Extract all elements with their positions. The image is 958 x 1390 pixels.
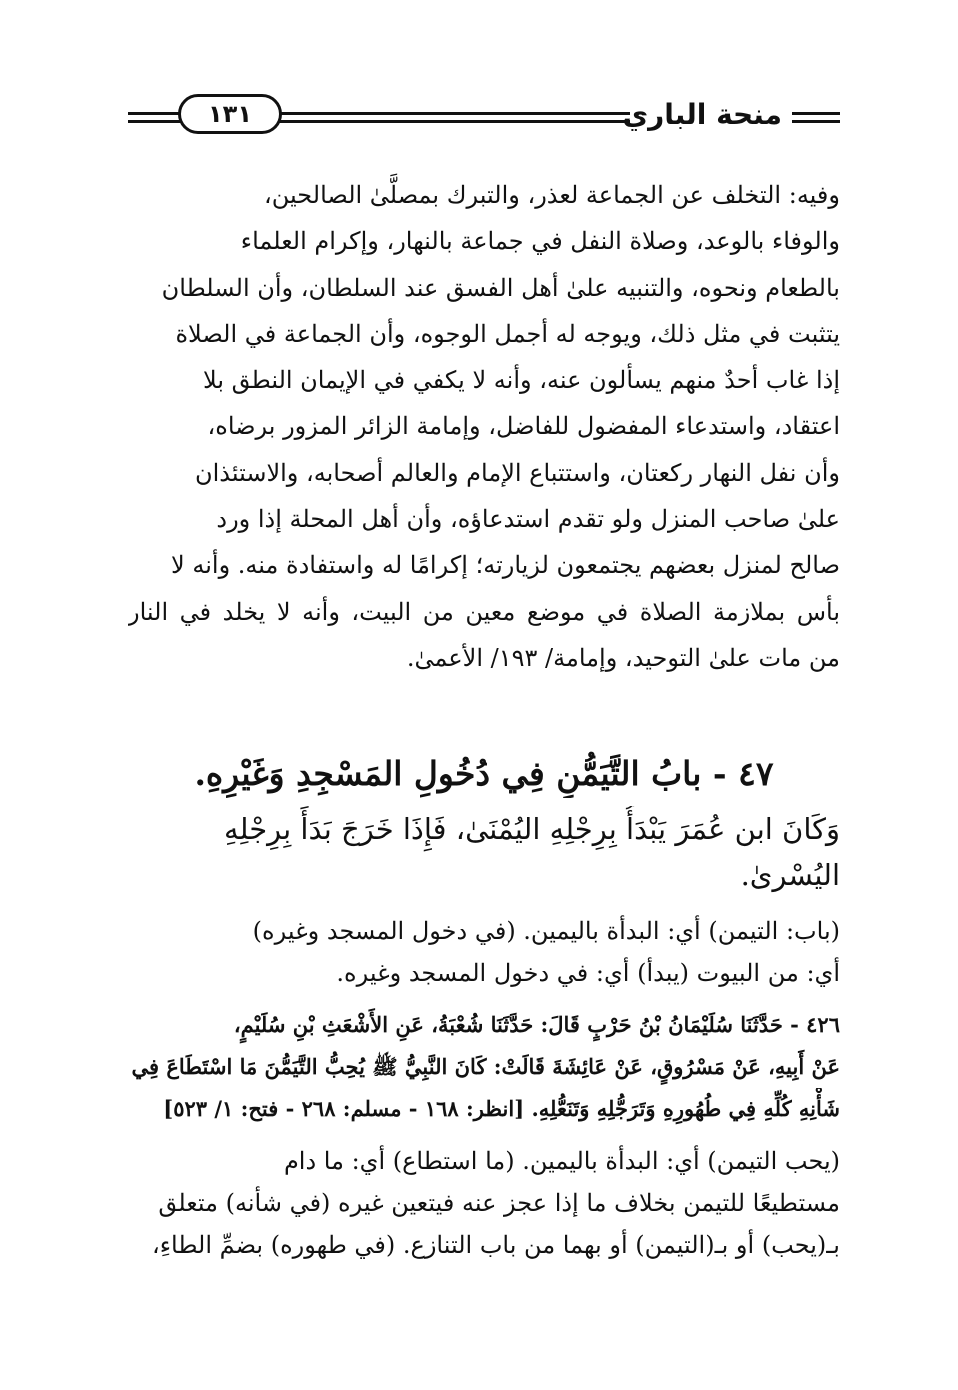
athar-line: وَكَانَ ابن عُمَرَ يَبْدَأُ بِرِجْلِهِ اليُمْنَىٰ، فَإِذَا خَرَجَ بَدَأَ بِرِجْلِهِ — [224, 812, 840, 846]
header-rule-middle-top — [278, 112, 630, 115]
hadith-line: ٤٢٦ - حَدَّثَنَا سُلَيْمَانُ بْنُ حَرْبٍ قَالَ: حَدَّثَنَا شُعْبَةُ، عَنِ الأَشْعَثِ بْنِ سُلَيْمٍ، — [233, 1012, 840, 1037]
hadith-line: شَأْنِهِ كُلِّهِ فِي طُهُورِهِ وَتَرَجُّلِهِ وَتَنَعُّلِهِ. [انظر: ١٦٨ - مسلم: ٢٦٨ - فتح: ١/ ٥٢٣] — [163, 1096, 840, 1121]
chapter-heading-block — [128, 750, 840, 798]
chapter-heading: ٤٧ - بابُ التَّيَمُّنِ فِي دُخُولِ المَسْجِدِ وَغَيْرِهِ. — [194, 754, 774, 793]
text-line: بأس بملازمة الصلاة في موضع معين من البيت، وأنه لا يخلد في النار — [128, 597, 840, 626]
text-line: اعتقاد، واستدعاء المفضول للفاضل، وإمامة الزائر المزور برضاه، — [207, 412, 840, 441]
text-line: وأن نفل النهار ركعتان، واستتباع الإمام والعالم أصحابه، والاستئذان — [194, 458, 840, 487]
book-title: منحة الباري — [622, 98, 782, 131]
commentary-block-1 — [128, 910, 840, 994]
commentary-line: بـ(يحب) أو بـ(التيمن) أو بهما من باب التنازع. (في طهوره) بضمِّ الطاءِ، — [151, 1231, 840, 1259]
header-rule-middle-bottom — [278, 120, 630, 123]
text-line-last: من مات علىٰ التوحيد، وإمامة/ ١٩٣/ الأعمىٰ. — [406, 643, 840, 672]
text-line: يتثبت في مثل ذلك، ويوجه له أجمل الوجوه، وأن الجماعة في الصلاة — [175, 319, 840, 348]
header-rule-left-bottom — [128, 120, 182, 123]
commentary-line: (باب: التيمن) أي: البدأة باليمين. (في دخول المسجد وغيره) — [252, 917, 840, 945]
text-line: بالطعام ونحوه، والتنبيه علىٰ أهل الفسق عند السلطان، وأن السلطان — [161, 273, 840, 302]
commentary-line: أي: من البيوت (يبدأ) أي: في دخول المسجد وغيره. — [336, 959, 840, 987]
text-line: إذا غاب أحدٌ منهم يسألون عنه، وأنه لا يكفي في الإيمان النطق بلا — [203, 366, 840, 395]
header-rule-right-top — [792, 112, 840, 115]
page-header — [128, 92, 840, 148]
hadith-block — [128, 1004, 840, 1130]
commentary-block-2 — [128, 1140, 840, 1266]
athar-line-last: اليُسْرىٰ. — [740, 858, 840, 892]
text-line: صالح لمنزل بعضهم يجتمعون لزيارته؛ إكرامًا له واستفادة منه. وأنه لا — [171, 551, 840, 580]
athar-block — [128, 806, 840, 898]
text-line: والوفاء بالوعد، وصلاة النفل في جماعة بالنهار، وإكرام العلماء — [240, 227, 840, 256]
header-rule-left-top — [128, 112, 182, 115]
commentary-line: (يحب التيمن) أي: البدأة باليمين. (ما استطاع) أي: ما دام — [283, 1147, 840, 1175]
intro-paragraph — [128, 172, 840, 681]
page-number-badge: ١٣١ — [178, 94, 282, 134]
hadith-line: عَنْ أَبِيهِ، عَنْ مَسْرُوقٍ، عَنْ عَائِشَةَ قَالَتْ: كَانَ النَّبِيُّ ﷺ يُحِبُّ التَّيَمُّنَ مَا اسْتَطَاعَ فِي — [131, 1054, 840, 1079]
commentary-line: مستطيعًا للتيمن بخلاف ما إذا عجز عنه فيتعين غيره (في شأنه) متعلق — [158, 1189, 840, 1217]
text-line: وفيه: التخلف عن الجماعة لعذر، والتبرك بمصلَّىٰ الصالحين، — [264, 181, 840, 209]
text-line: علىٰ صاحب المنزل ولو تقدم استدعاؤه، وأن أهل المحلة إذا ورد — [216, 505, 840, 534]
header-rule-right-bottom — [792, 120, 840, 123]
